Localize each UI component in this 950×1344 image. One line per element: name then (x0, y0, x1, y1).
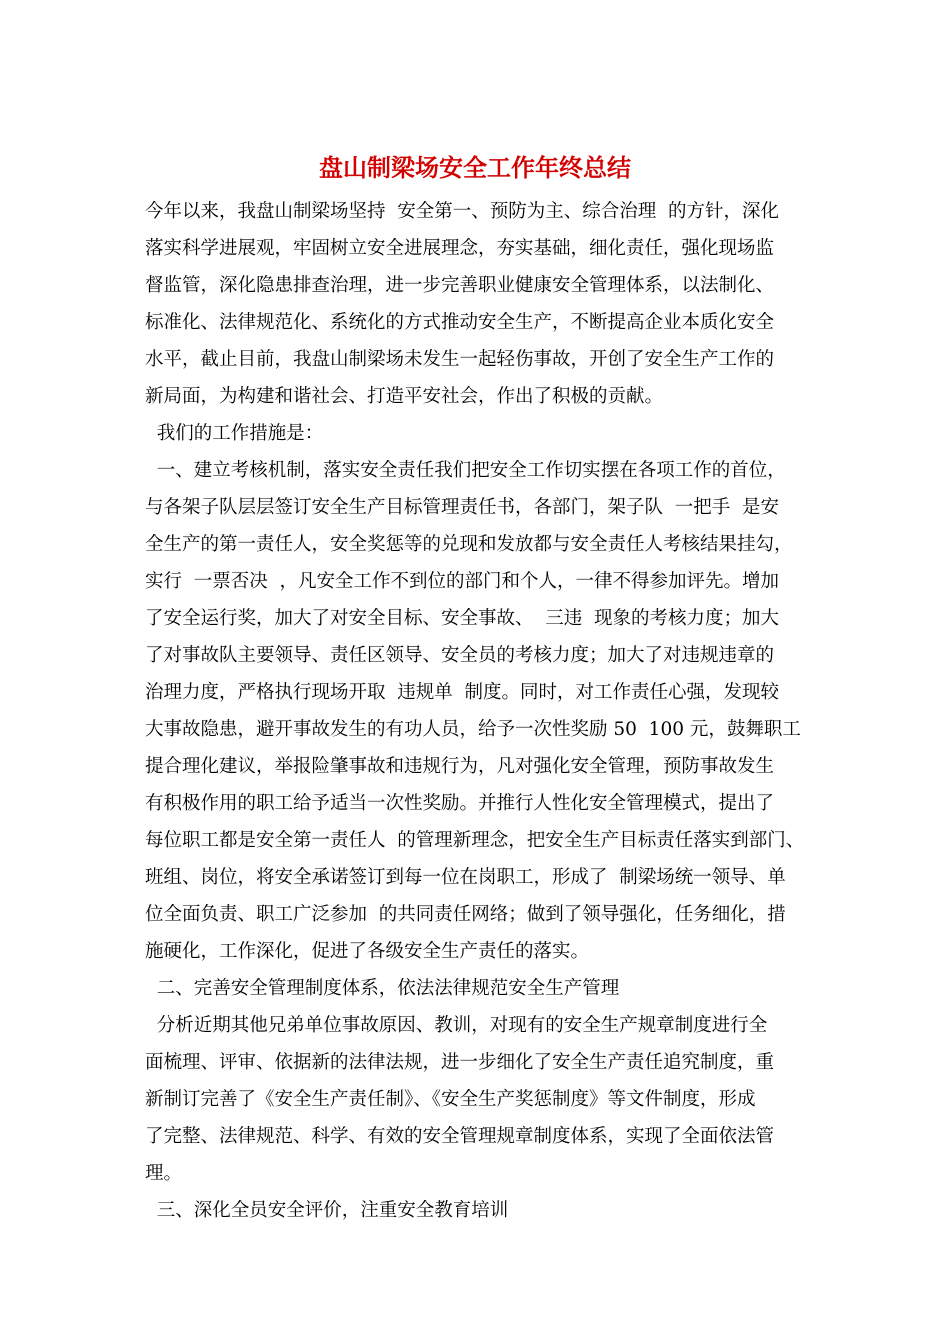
paragraph-line: 每位职工都是安全第一责任人 的管理新理念，把安全生产目标责任落实到部门、 (145, 830, 805, 851)
paragraph-line: 水平，截止目前，我盘山制梁场未发生一起轻伤事故，开创了安全生产工作的 (145, 349, 775, 370)
paragraph-line: 今年以来，我盘山制梁场坚持 安全第一、预防为主、综合治理 的方针，深化 (145, 201, 780, 222)
paragraph-line: 了对事故队主要领导、责任区领导、安全员的考核力度；加大了对违规违章的 (145, 645, 775, 666)
paragraph-line: 大事故隐患，避开事故发生的有功人员，给予一次性奖励 50 100 元，鼓舞职工 (145, 719, 801, 740)
paragraph-line: 落实科学进展观，牢固树立安全进展理念，夯实基础，细化责任，强化现场监 (145, 238, 775, 259)
paragraph-line: 我们的工作措施是： (145, 423, 324, 444)
paragraph-line: 了完整、法律规范、科学、有效的安全管理规章制度体系，实现了全面依法管 (145, 1126, 775, 1147)
paragraph-line: 位全面负责、职工广泛参加 的共同责任网络；做到了领导强化，任务细化，措 (145, 904, 786, 925)
paragraph-line: 实行 一票否决 ，凡安全工作不到位的部门和个人，一律不得参加评先。增加 (145, 571, 780, 592)
paragraph-line: 分析近期其他兄弟单位事故原因、教训，对现有的安全生产规章制度进行全 (145, 1015, 768, 1036)
section-heading: 三、深化全员安全评价，注重安全教育培训 (145, 1200, 509, 1221)
document-title: 盘山制梁场安全工作年终总结 (319, 153, 631, 182)
paragraph-line: 班组、岗位，将安全承诺签订到每一位在岗职工，形成了 制梁场统一领导、单 (145, 867, 786, 888)
paragraph-line: 全生产的第一责任人，安全奖惩等的兑现和发放都与安全责任人考核结果挂勾， (145, 534, 793, 555)
paragraph-line: 施硬化，工作深化，促进了各级安全生产责任的落实。 (145, 941, 590, 962)
paragraph-line: 了安全运行奖，加大了对安全目标、安全事故、 三违 现象的考核力度；加大 (145, 608, 780, 629)
paragraph-line: 理。 (145, 1163, 183, 1184)
section-heading: 二、完善安全管理制度体系，依法法律规范安全生产管理 (145, 978, 620, 999)
paragraph-line: 一、建立考核机制，落实安全责任我们把安全工作切实摆在各项工作的首位， (145, 460, 786, 481)
paragraph-line: 标准化、法律规范化、系统化的方式推动安全生产，不断提高企业本质化安全 (145, 312, 775, 333)
paragraph-line: 面梳理、评审、依据新的法律法规，进一步细化了安全生产责任追究制度，重 (145, 1052, 775, 1073)
paragraph-line: 提合理化建议，举报险肇事故和违规行为，凡对强化安全管理，预防事故发生 (145, 756, 775, 777)
paragraph-line: 督监管，深化隐患排查治理，进一步完善职业健康安全管理体系，以法制化、 (145, 275, 775, 296)
paragraph-line: 新局面，为构建和谐社会、打造平安社会，作出了积极的贡献。 (145, 386, 664, 407)
paragraph-line: 与各架子队层层签订安全生产目标管理责任书，各部门，架子队 一把手 是安 (145, 497, 780, 518)
paragraph-line: 治理力度，严格执行现场开取 违规单 制度。同时，对工作责任心强，发现较 (145, 682, 780, 703)
paragraph-line: 新制订完善了《安全生产责任制》、《安全生产奖惩制度》等文件制度，形成 (145, 1089, 756, 1110)
paragraph-line: 有积极作用的职工给予适当一次性奖励。并推行人性化安全管理模式，提出了 (145, 793, 775, 814)
